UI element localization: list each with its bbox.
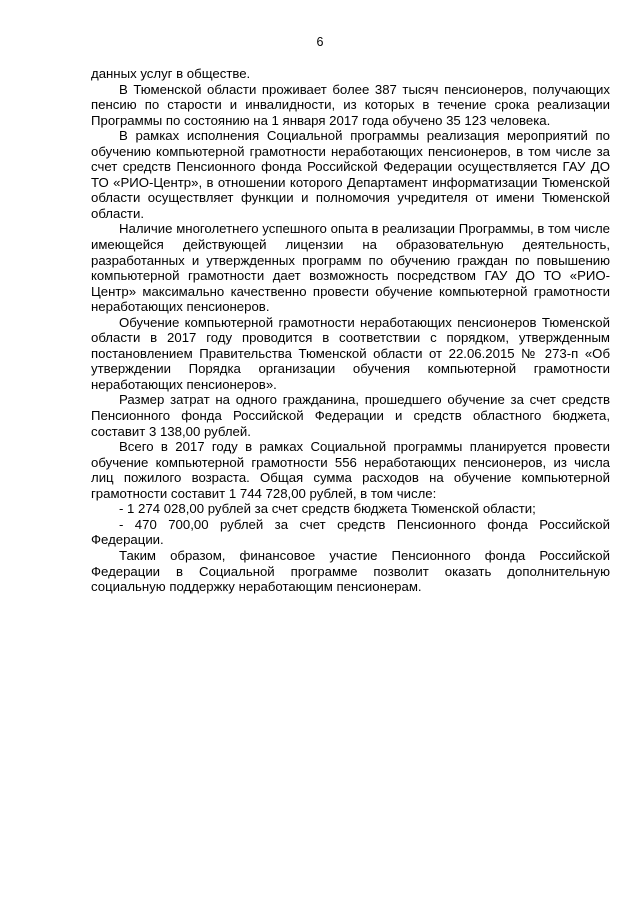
list-item: - 1 274 028,00 рублей за счет средств бюджета Тюменской области; xyxy=(119,501,536,517)
paragraph: В Тюменской области проживает более 387 тысяч пенсионеров, получающих пенсию по старости и инвалидности, из которых в течение срока реализации Программы по состоянию на 1 января 2017 года обучено 35 123 человека. xyxy=(91,81,610,128)
paragraph: Обучение компьютерной грамотности неработающих пенсионеров Тюменской области в 2017 году проводится в соответствии с порядком, утвержденным постановлением Правительства Тюменской области от 22.06.2015 № 273-п «Об утверждении Порядка организации обучения компьютерной грамотности неработающих пенсионеров». xyxy=(91,314,610,392)
paragraph: Таким образом, финансовое участие Пенсионного фонда Российской Федерации в Социальной программе позволит оказать дополнительную социальную поддержку неработающим пенсионерам. xyxy=(91,547,610,595)
paragraph: В рамках исполнения Социальной программы реализация мероприятий по обучению компьютерной грамотности неработающих пенсионеров, в том числе за счет средств Пенсионного фонда Российской Федерации осуществляется ГАУ ДО ТО «РИО-Центр», в отношении которого Департамент информатизации Тюменской области осуществляет функции и полномочия учредителя от имени Тюменской области. xyxy=(91,128,610,221)
paragraph: данных услуг в обществе. xyxy=(91,66,251,81)
document-body xyxy=(91,66,610,595)
paragraph: Всего в 2017 году в рамках Социальной программы планируется провести обучение компьютерной грамотности 556 неработающих пенсионеров, из числа лиц пожилого возраста. Общая сумма расходов на обучение компьютерной грамотности составит 1 744 728,00 рублей, в том числе: xyxy=(91,439,610,501)
paragraph: Размер затрат на одного гражданина, прошедшего обучение за счет средств Пенсионного фонда Российской Федерации и средств областного бюджета, составит 3 138,00 рублей. xyxy=(91,392,610,439)
page-number: 6 xyxy=(316,35,324,49)
paragraph: Наличие многолетнего успешного опыта в реализации Программы, в том числе имеющейся действующей лицензии на образовательную деятельность, разработанных и утвержденных программ по обучению граждан по повышению компьютерной грамотности дает возможность посредством ГАУ ДО ТО «РИО-Центр» максимально качественно провести обучение компьютерной грамотности неработающих пенсионеров. xyxy=(91,221,610,315)
list-item: - 470 700,00 рублей за счет средств Пенсионного фонда Российской Федерации. xyxy=(91,516,610,548)
